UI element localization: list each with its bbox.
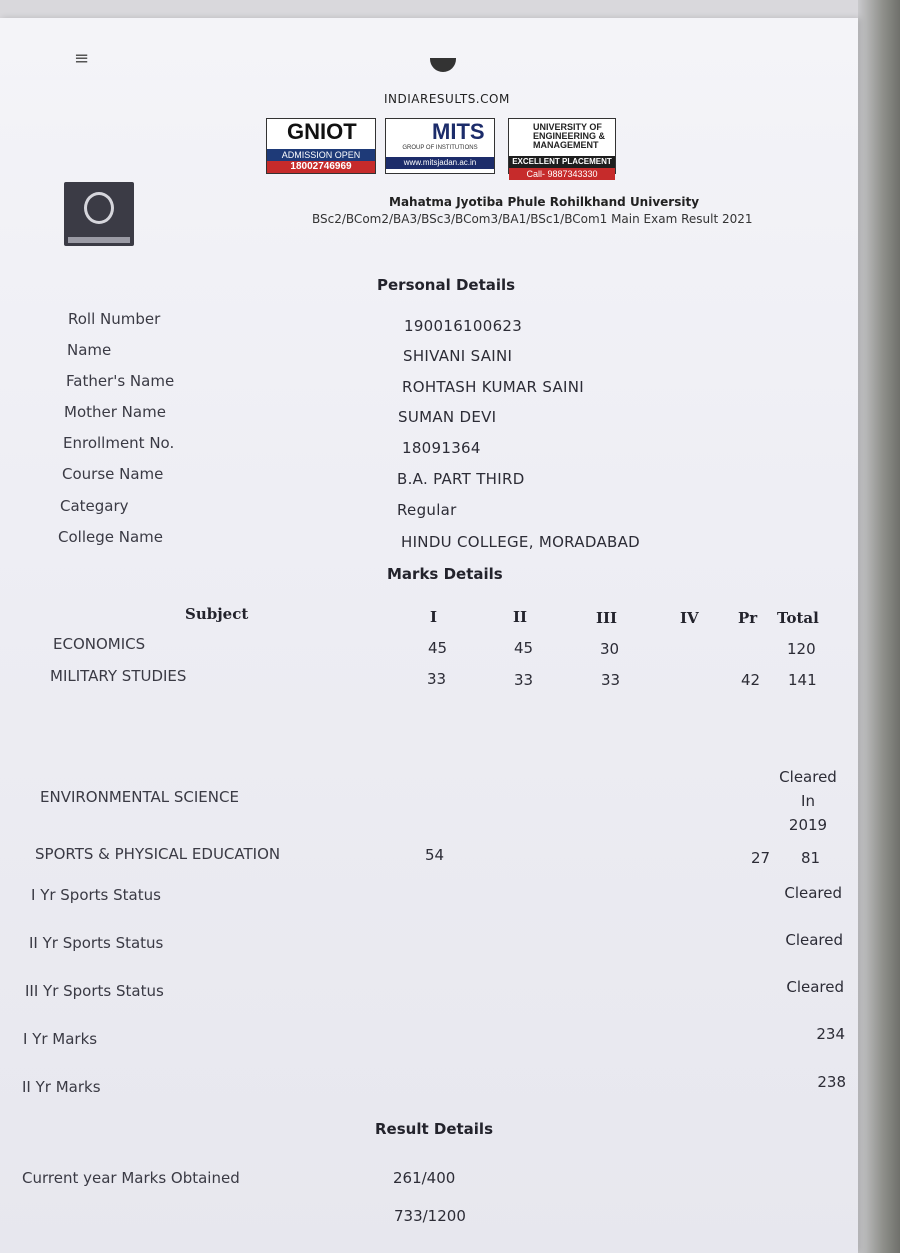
marks-details-heading: Marks Details	[387, 565, 503, 583]
category-label: Categary	[60, 497, 129, 515]
gniot-phone: 18002746969	[267, 161, 375, 173]
subject-military-studies: MILITARY STUDIES	[50, 667, 187, 685]
mits-title: MITS	[432, 119, 485, 144]
mits-ad-banner[interactable]	[385, 118, 495, 174]
mits-subtitle: GROUP OF INSTITUTIONS	[402, 145, 478, 151]
current-year-marks-value: 261/400	[393, 1169, 456, 1187]
i-yr-sports-status-label: I Yr Sports Status	[31, 886, 161, 904]
roll-number-label: Roll Number	[68, 310, 161, 328]
military-ii: 33	[514, 671, 534, 689]
category-value: Regular	[397, 501, 457, 519]
i-yr-marks-value: 234	[816, 1025, 845, 1043]
course-name-value: B.A. PART THIRD	[397, 470, 525, 488]
env-status-line-3: 2019	[788, 816, 828, 834]
i-yr-sports-status-value: Cleared	[784, 884, 842, 902]
roll-number-value: 190016100623	[404, 317, 523, 335]
background-edge	[858, 0, 900, 1253]
university-logo	[64, 182, 134, 246]
col-total: Total	[777, 609, 819, 627]
site-name[interactable]: INDIARESULTS.COM	[384, 92, 510, 106]
name-value: SHIVANI SAINI	[403, 347, 513, 365]
uem-placement-text: EXCELLENT PLACEMENT	[509, 156, 615, 168]
economics-ii: 45	[514, 639, 534, 657]
mother-name-value: SUMAN DEVI	[398, 408, 497, 426]
exam-title: BSc2/BCom2/BA3/BSc3/BCom3/BA1/BSc1/BCom1 Main Exam Result 2021	[312, 212, 753, 226]
personal-details-heading: Personal Details	[377, 276, 516, 294]
military-iii: 33	[601, 671, 621, 689]
name-label: Name	[67, 341, 112, 359]
military-i: 33	[427, 670, 447, 688]
subject-sports: SPORTS & PHYSICAL EDUCATION	[35, 845, 281, 863]
col-i: I	[430, 608, 438, 626]
env-status-line-1: Cleared	[779, 768, 837, 786]
uem-ad-banner[interactable]	[508, 118, 616, 179]
col-subject: Subject	[185, 605, 249, 623]
college-name-label: College Name	[58, 528, 163, 546]
uem-title: UNIVERSITY OF ENGINEERING & MANAGEMENT	[533, 122, 606, 150]
mits-url: www.mitsjadan.ac.in	[386, 157, 494, 169]
university-name: Mahatma Jyotiba Phule Rohilkhand University	[389, 195, 700, 209]
enrollment-value: 18091364	[402, 439, 481, 457]
subject-environmental-science: ENVIRONMENTAL SCIENCE	[40, 788, 239, 806]
ii-yr-marks-label: II Yr Marks	[22, 1078, 101, 1096]
col-pr: Pr	[738, 609, 758, 627]
hamburger-menu-icon[interactable]: ≡	[74, 48, 90, 69]
sports-pr: 27	[751, 849, 771, 867]
ii-yr-sports-status-label: II Yr Sports Status	[29, 934, 164, 952]
gniot-admission-text: ADMISSION OPEN	[267, 149, 375, 161]
sports-total: 81	[801, 849, 821, 867]
uem-phone: Call- 9887343330	[509, 168, 615, 180]
enrollment-label: Enrollment No.	[63, 434, 175, 452]
father-name-value: ROHTASH KUMAR SAINI	[402, 378, 584, 396]
sports-i: 54	[425, 846, 445, 864]
i-yr-marks-label: I Yr Marks	[23, 1030, 98, 1048]
iii-yr-sports-status-value: Cleared	[786, 978, 844, 996]
result-details-heading: Result Details	[375, 1120, 493, 1138]
mother-name-label: Mother Name	[64, 403, 166, 421]
economics-total: 120	[787, 640, 816, 658]
gniot-ad-banner[interactable]	[266, 118, 376, 174]
economics-iii: 30	[600, 640, 620, 658]
current-year-marks-label: Current year Marks Obtained	[22, 1169, 240, 1187]
course-name-label: Course Name	[62, 465, 164, 483]
ii-yr-sports-status-value: Cleared	[785, 931, 843, 949]
college-name-value: HINDU COLLEGE, MORADABAD	[401, 533, 641, 551]
subject-economics: ECONOMICS	[53, 635, 146, 653]
gniot-title: GNIOT	[287, 119, 357, 144]
economics-i: 45	[428, 639, 448, 657]
col-iv: IV	[680, 609, 699, 627]
ii-yr-marks-value: 238	[817, 1073, 846, 1091]
military-total: 141	[788, 671, 817, 689]
military-pr: 42	[741, 671, 761, 689]
father-name-label: Father's Name	[66, 372, 175, 390]
col-iii: III	[596, 609, 618, 627]
total-marks-value: 733/1200	[394, 1207, 466, 1225]
col-ii: II	[513, 608, 528, 626]
iii-yr-sports-status-label: III Yr Sports Status	[25, 982, 164, 1000]
env-status-line-2: In	[801, 792, 815, 810]
